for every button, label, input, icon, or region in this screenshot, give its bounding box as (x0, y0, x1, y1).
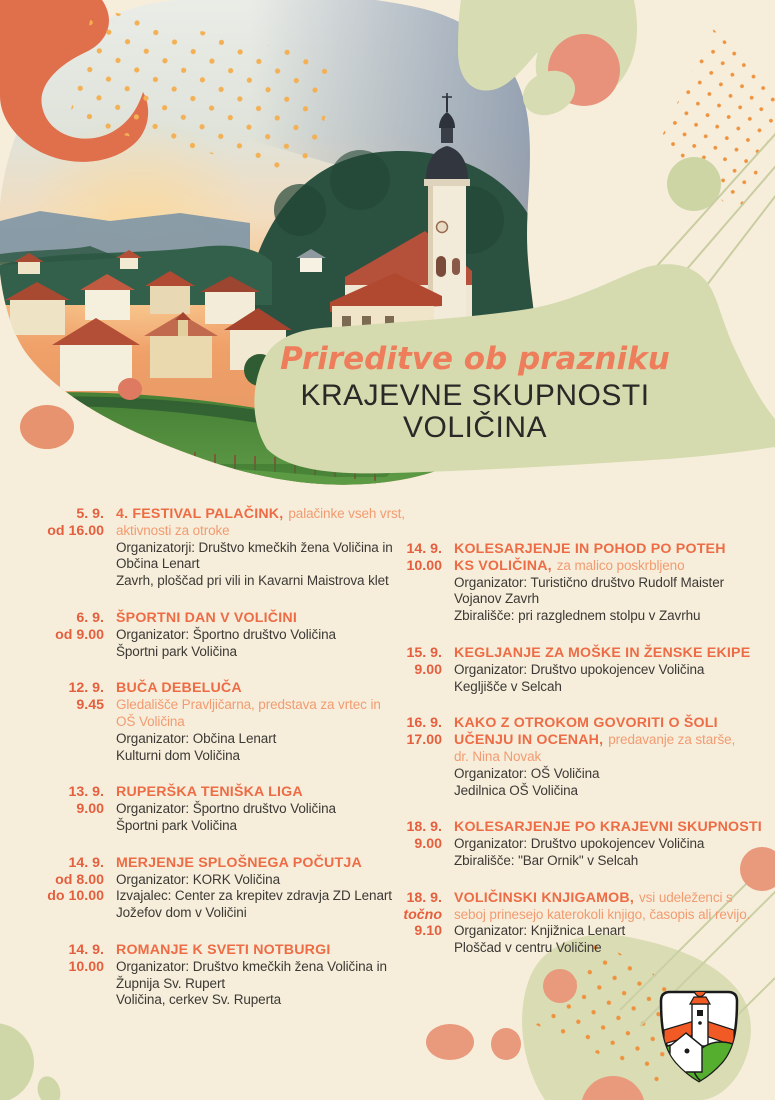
event-title: KAKO Z OTROKOM GOVORITI O ŠOLI (454, 715, 718, 732)
event-detail: Organizator: Društvo kmečkih žena Voličina in (116, 958, 387, 974)
event-buca-debeluca (36, 680, 390, 764)
event-info (454, 819, 775, 869)
event-festival-palacink (36, 506, 405, 590)
event-knjigamob (390, 890, 775, 957)
event-note-line: dr. Nina Novak (454, 748, 542, 764)
event-date: 5. 9. (76, 506, 104, 522)
event-detail: Športni park Voličina (116, 817, 237, 833)
event-time: od 16.00 (47, 522, 104, 539)
event-date: 14. 9. (68, 854, 104, 871)
script-title: Prireditve ob prazniku (280, 341, 670, 377)
event-date: 15. 9. (406, 644, 442, 661)
event-when (390, 715, 442, 799)
event-when (390, 819, 442, 869)
event-when (36, 855, 104, 922)
event-info (116, 942, 390, 1009)
event-detail: Župnija Sv. Rupert (116, 975, 226, 991)
event-info (116, 610, 390, 660)
event-title: ŠPORTNI DAN V VOLIČINI (116, 609, 297, 626)
event-detail: Zbirališče: pri razglednem stolpu v Zavrhu (454, 608, 701, 624)
event-detail: Izvajalec: Center za krepitev zdravja ZD Lenart (116, 888, 392, 904)
salmon-ellipse-bottom-3 (491, 1028, 521, 1060)
event-info (454, 715, 775, 799)
event-time: 9.10 (414, 923, 442, 940)
event-info (454, 890, 775, 957)
event-detail: Ploščad v centru Voličine (454, 940, 602, 956)
event-title-note: palačinke vseh vrst, (288, 506, 405, 521)
green-dot-bottom-left (34, 1073, 64, 1100)
event-detail: Voličina, cerkev Sv. Ruperta (116, 992, 282, 1008)
event-time: 9.45 (76, 697, 104, 714)
event-time-note: točno (403, 906, 442, 923)
event-detail: Organizatorji: Društvo kmečkih žena Voličina in (116, 539, 393, 555)
event-info (116, 506, 405, 590)
salmon-blob-left (20, 405, 74, 449)
event-time: 9.00 (76, 801, 104, 818)
event-kolesarjenje-ks (390, 819, 775, 869)
events-column-left (36, 506, 405, 1029)
event-when (36, 942, 104, 1009)
event-time: od 9.00 (55, 626, 104, 643)
event-date: 13. 9. (68, 784, 104, 801)
event-title: KEGLJANJE ZA MOŠKE IN ŽENSKE EKIPE (454, 644, 751, 661)
event-note-line: aktivnosti za otroke (116, 522, 230, 538)
event-note-line: Gledališče Pravljičarna, predstava za vrtec in (116, 697, 381, 713)
salmon-dot-on-grass (118, 378, 142, 400)
event-title: 4. FESTIVAL PALAČINK, (116, 506, 284, 522)
event-info (454, 645, 775, 695)
event-time: 10.00 (406, 557, 442, 574)
events-column-right (390, 541, 775, 977)
event-detail: Kulturni dom Voličina (116, 747, 240, 763)
event-detail: Jožefov dom v Voličini (116, 905, 247, 921)
event-title: KS VOLIČINA, (454, 557, 552, 574)
event-date: 14. 9. (406, 541, 442, 557)
event-time: 10.00 (68, 958, 104, 975)
main-title-line1: KRAJEVNE SKUPNOSTI (300, 379, 650, 412)
event-detail: Organizator: Športno društvo Voličina (116, 626, 336, 642)
event-info (116, 680, 390, 764)
event-detail: Občina Lenart (116, 556, 200, 572)
event-time: od 8.00 (55, 871, 104, 888)
event-title: KOLESARJENJE IN POHOD PO POTEH (454, 541, 726, 557)
green-semicircle-bottom-left (0, 1023, 34, 1100)
event-detail: Zbirališče: "Bar Ornik" v Selcah (454, 852, 639, 868)
event-detail: Organizator: Turistično društvo Rudolf Maister (454, 574, 725, 590)
event-detail: Organizator: Knjižnica Lenart (454, 923, 626, 939)
event-time: 9.00 (414, 836, 442, 853)
event-title: ROMANJE K SVETI NOTBURGI (116, 941, 331, 958)
event-info (116, 855, 390, 922)
event-merjenje-pocutja (36, 855, 390, 922)
salmon-ellipse-bottom-2 (426, 1024, 474, 1060)
main-title-line2: VOLIČINA (402, 411, 548, 444)
event-when (390, 541, 442, 625)
event-when (390, 890, 442, 957)
event-date: 18. 9. (406, 819, 442, 836)
event-detail: Športni park Voličina (116, 643, 237, 659)
event-title-note: vsi udeleženci s (638, 889, 733, 905)
event-date: 6. 9. (76, 609, 104, 626)
event-when (390, 645, 442, 695)
event-detail: Organizator: Občina Lenart (116, 730, 277, 746)
event-title: UČENJU IN OCENAH, (454, 732, 604, 749)
event-detail: Organizator: KORK Voličina (116, 871, 280, 887)
event-when (36, 506, 104, 590)
event-title-note: predavanje za starše, (608, 732, 736, 748)
event-when (36, 784, 104, 834)
event-note-line: OŠ Voličina (116, 713, 185, 729)
event-title: KOLESARJENJE PO KRAJEVNI SKUPNOSTI (454, 819, 762, 836)
event-time: 17.00 (406, 732, 442, 749)
event-kolesarjenje-pohod (390, 541, 775, 625)
event-title: BUČA DEBELUČA (116, 680, 242, 697)
event-date: 12. 9. (68, 680, 104, 697)
event-detail: Organizator: Športno društvo Voličina (116, 801, 336, 817)
event-kegljanje (390, 645, 775, 695)
event-sportni-dan (36, 610, 390, 660)
event-title: MERJENJE SPLOŠNEGA POČUTJA (116, 854, 362, 871)
event-when (36, 610, 104, 660)
event-info (116, 784, 390, 834)
event-title-note: za malico poskrbljeno (556, 557, 685, 573)
event-info (454, 541, 775, 625)
event-ruperska-teniska-liga (36, 784, 390, 834)
event-time: do 10.00 (47, 888, 104, 905)
event-detail: Kegljišče v Selcah (454, 678, 562, 694)
event-date: 16. 9. (406, 715, 442, 732)
event-date: 18. 9. (406, 889, 442, 906)
event-kako-z-otrokom (390, 715, 775, 799)
event-date: 14. 9. (68, 941, 104, 958)
event-time: 9.00 (414, 661, 442, 678)
event-detail: Jedilnica OŠ Voličina (454, 782, 578, 798)
event-detail: Organizator: Društvo upokojencev Voličina (454, 661, 705, 677)
event-detail: Organizator: Društvo upokojencev Voličina (454, 836, 705, 852)
event-detail: Zavrh, ploščad pri vili in Kavarni Maistrova klet (116, 573, 389, 589)
event-detail: Vojanov Zavrh (454, 591, 539, 607)
event-title: RUPERŠKA TENIŠKA LIGA (116, 784, 303, 801)
event-title: VOLIČINSKI KNJIGAMOB, (454, 889, 634, 906)
event-note-line: seboj prinesejo katerokoli knjigo, časopis ali revijo. (454, 906, 751, 922)
event-when (36, 680, 104, 764)
event-detail: Organizator: OŠ Voličina (454, 765, 600, 781)
event-romanje-notburgi (36, 942, 390, 1009)
